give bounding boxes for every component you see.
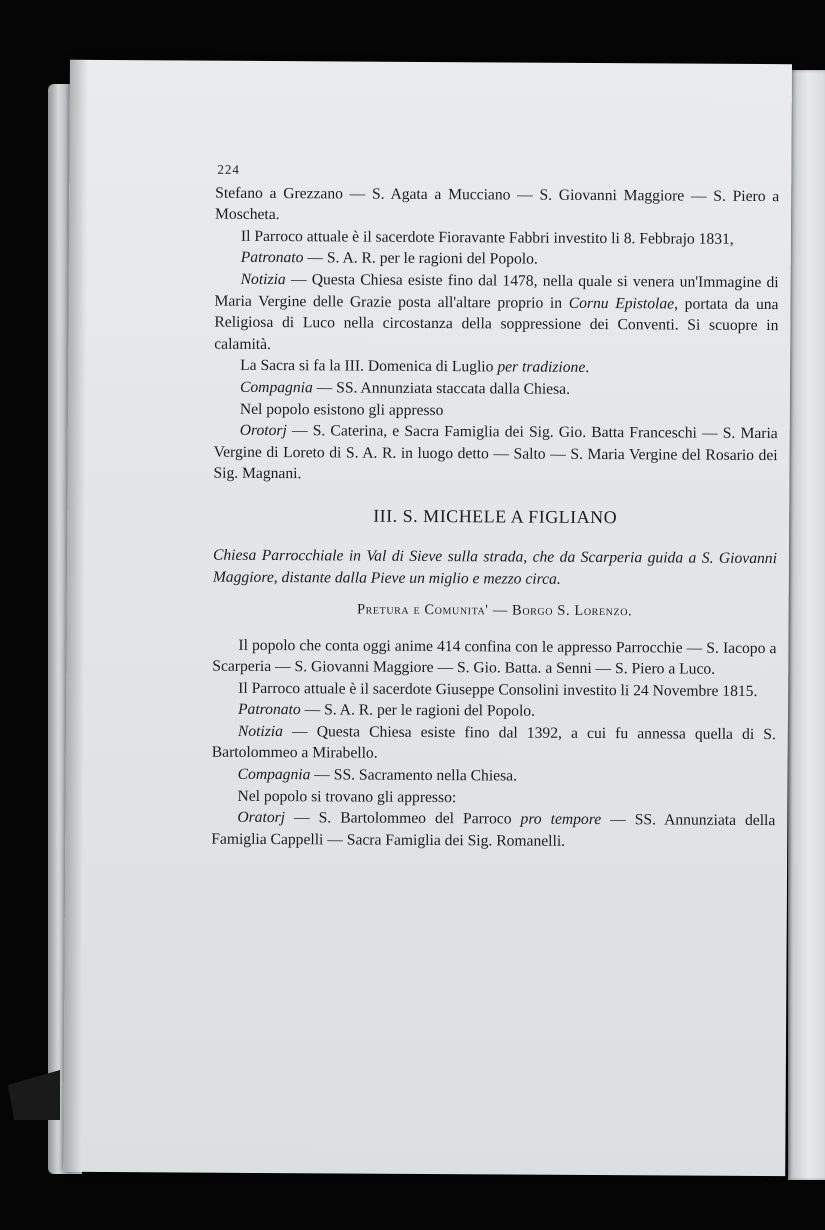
church-description: Chiesa Parrocchiale in Val di Sieve sulla strada, che da Scarperia guida a S. Giovanni Maggiore, distante dalla Pieve un miglio e mezzo circa. <box>212 546 778 588</box>
facing-page-edge <box>788 70 825 1180</box>
sacra-text: La Sacra si fa la III. Domenica di Luglio <box>240 357 498 376</box>
nel-popolo-paragraph: Nel popolo esistono gli appresso <box>239 400 444 419</box>
notizia-label-2: Notizia <box>237 722 284 740</box>
parroco-paragraph: Il Parroco attuale è il sacerdote Fioravante Fabbri investito li 8. Febbrajo 1831, <box>240 227 734 248</box>
page-text <box>211 159 779 854</box>
notizia-paragraph-2 <box>212 721 776 768</box>
notizia-label: Notizia <box>240 270 286 289</box>
parroco-paragraph-2: Il Parroco attuale è il sacerdote Giuseppe Consolini investito li 24 Novembre 1815. <box>238 679 758 700</box>
oratorj-label-2: Oratorj <box>237 809 286 827</box>
nel-popolo-paragraph-2: Nel popolo si trovano gli appresso: <box>237 787 457 806</box>
page-number: 224 <box>217 161 240 177</box>
oratorj-text-2a: — S. Bartolommeo del Parroco <box>284 809 521 828</box>
compagnia-label-2: Compagnia <box>237 765 311 784</box>
notizia-text-a: — Questa Chiesa esiste fino dal 1478, nella quale si venera un'Immagine di Maria Vergine delle Grazie posta all'altare proprio in <box>214 271 779 312</box>
notizia-italic: Cornu Epistolae <box>568 294 675 313</box>
sacra-end: . <box>585 359 590 377</box>
book-page <box>63 60 792 1176</box>
compagnia-text: — SS. Annunziata staccata dalla Chiesa. <box>312 379 571 398</box>
notizia-text-b: , portata da una Religiosa di Luco nella circostanza della soppressione dei Conventi. Si scuopre in calamità. <box>214 295 779 353</box>
patronato-label: Patronato <box>240 249 304 267</box>
compagnia-label: Compagnia <box>239 378 313 397</box>
oratorj-text-2b: — SS. Annunziata della Famiglia Cappelli — Sacra Famiglia dei Sig. Romanelli. <box>211 811 776 850</box>
patronato-text-2: — S. A. R. per le ragioni del Popolo. <box>300 701 536 720</box>
section-title: III. S. MICHELE A FIGLIANO <box>373 505 618 528</box>
patronato-text: — S. A. R. per le ragioni del Popolo. <box>303 249 538 269</box>
compagnia-paragraph <box>214 377 778 402</box>
sacra-italic: per tradizione <box>497 358 586 377</box>
pretura-line: Pretura e Comunita' — Borgo S. Lorenzo. <box>356 601 633 620</box>
compagnia-text-2: — SS. Sacramento nella Chiesa. <box>310 766 518 785</box>
popolo-paragraph: Il popolo che conta oggi anime 414 confina con le appresso Parrocchie — S. Iacopo a Scarperia — S. Giovanni Maggiore — S. Gio. Batta. a Senni — S. Piero a Luco. <box>212 636 777 678</box>
compagnia-paragraph-2 <box>212 764 776 789</box>
patronato-label-2: Patronato <box>237 701 301 719</box>
oratorj-paragraph <box>213 420 777 488</box>
notizia-text-2: — Questa Chiesa esiste fino dal 1392, a cui fu annessa quella di S. Bartolommeo a Mirabello. <box>211 722 776 763</box>
oratorj-paragraph-2 <box>211 807 775 854</box>
neighbor-parishes-continued: Stefano a Grezzano — S. Agata a Mucciano — S. Giovanni Maggiore — S. Piero a Moscheta. <box>215 184 780 224</box>
oratorj-italic-2: pro tempore <box>520 810 602 829</box>
oratorj-label: Orotorj <box>239 421 287 440</box>
notizia-paragraph <box>214 269 779 359</box>
oratorj-text: — S. Caterina, e Sacra Famiglia dei Sig. Gio. Batta Franceschi — S. Maria Vergine di Loreto di S. A. R. in luogo detto — Salto — S. Maria Vergine del Rosario dei Sig. Magnani. <box>213 422 778 483</box>
page-corner-shadow <box>8 1070 60 1120</box>
